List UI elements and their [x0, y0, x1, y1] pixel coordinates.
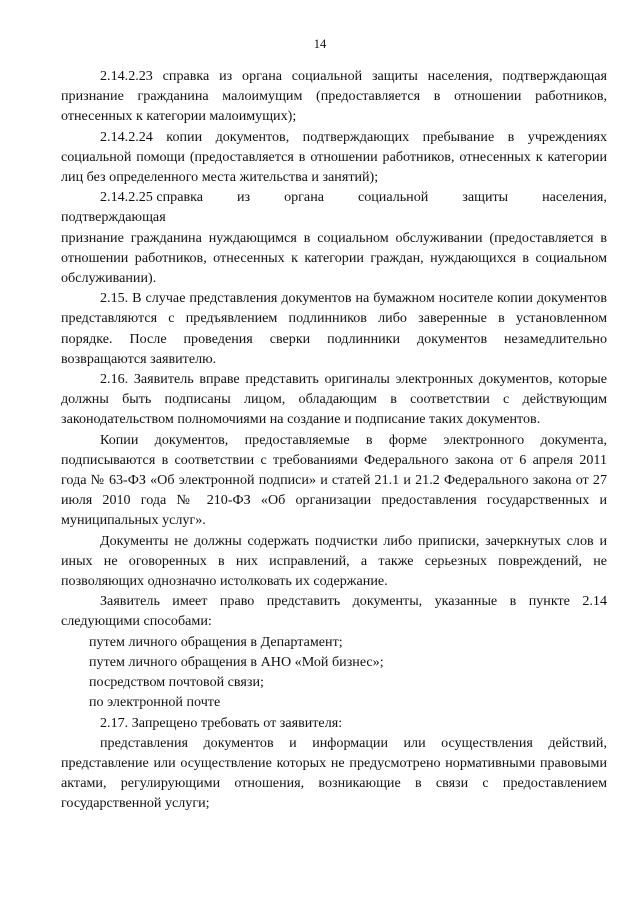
paragraph-electronic-copies: Копии документов, предоставляемые в форме электронного документа, подписываются в соответствии с требованиями Федерального закона от 6 апреля 2011 года № 63-ФЗ «Об электронной подписи» и статей 21.1 и 21.2 Федерального закона от 27 июля 2010 года № 210-ФЗ «Об организации предоставления государственных и муниципальных услуг». — [61, 431, 607, 529]
paragraph-document-requirements: Документы не должны содержать подчистки либо приписки, зачеркнутых слов и иных не оговоренных в них исправлений, а также серьезных повреждений, не позволяющих однозначно истолковать их содержание. — [61, 532, 607, 590]
paragraph-submission-methods: Заявитель имеет право представить документы, указанные в пункте 2.14 следующими способами: — [61, 593, 607, 630]
paragraph-2-17: 2.17. Запрещено требовать от заявителя: — [100, 714, 343, 731]
list-item: путем личного обращения в АНО «Мой бизнес»; — [89, 653, 384, 670]
list-item: путем личного обращения в Департамент; — [89, 633, 343, 650]
paragraph-prohibited-requirements: представления документов и информации или осуществления действий, представление или осуществление которых не предусмотрено нормативными правовыми актами, регулирующими отношения, возникающие в связи с предоставлением государственной услуги; — [61, 734, 607, 812]
paragraph-2-14-2-25 — [61, 187, 607, 288]
list-item: по электронной почте — [89, 694, 221, 711]
word: населения, — [542, 189, 607, 206]
list-item: посредством почтовой связи; — [89, 674, 264, 691]
paragraph-2-14-2-23: 2.14.2.23 справка из органа социальной защиты населения, подтверждающая признание гражданина малоимущим (предоставляется в отношении работников, отнесенных к категории малоимущих); — [61, 68, 607, 125]
word: 2.14.2.25 справка — [100, 189, 204, 206]
document-body — [61, 66, 607, 814]
paragraph-2-14-2-24: 2.14.2.24 копии документов, подтверждающих пребывание в учреждениях социальной помощи (предоставляется в отношении работников, отнесенных к категории лиц без определенного места жительства и занятий); — [61, 128, 607, 186]
paragraph-2-16: 2.16. Заявитель вправе представить оригиналы электронных документов, которые должны быть подписаны лицом, обладающим в соответствии с действующим законодательством полномочиями на создание и подписание таких документов. — [61, 371, 607, 428]
word: органа — [284, 189, 324, 206]
word: социальной — [357, 189, 429, 206]
page-number: 14 — [313, 37, 327, 51]
word: защиты — [462, 189, 509, 206]
paragraph-2-14-2-25-second-line: подтверждающая — [61, 209, 166, 226]
paragraph-2-15: 2.15. В случае представления документов на бумажном носителе копии документов представляются с предъявлением подлинников либо заверенные в установленном порядке. После проведения сверки подлинники документов незамедлительно возвращаются заявителю. — [61, 290, 607, 367]
paragraph-2-14-2-25-rest: признание гражданина нуждающимся в социальном обслуживании (предоставляется в отношении работников, отнесенных к категории граждан, нуждающихся в социальном обслуживании). — [61, 229, 607, 287]
word: из — [236, 189, 251, 206]
paragraph-2-14-2-25-first-line — [61, 187, 607, 207]
